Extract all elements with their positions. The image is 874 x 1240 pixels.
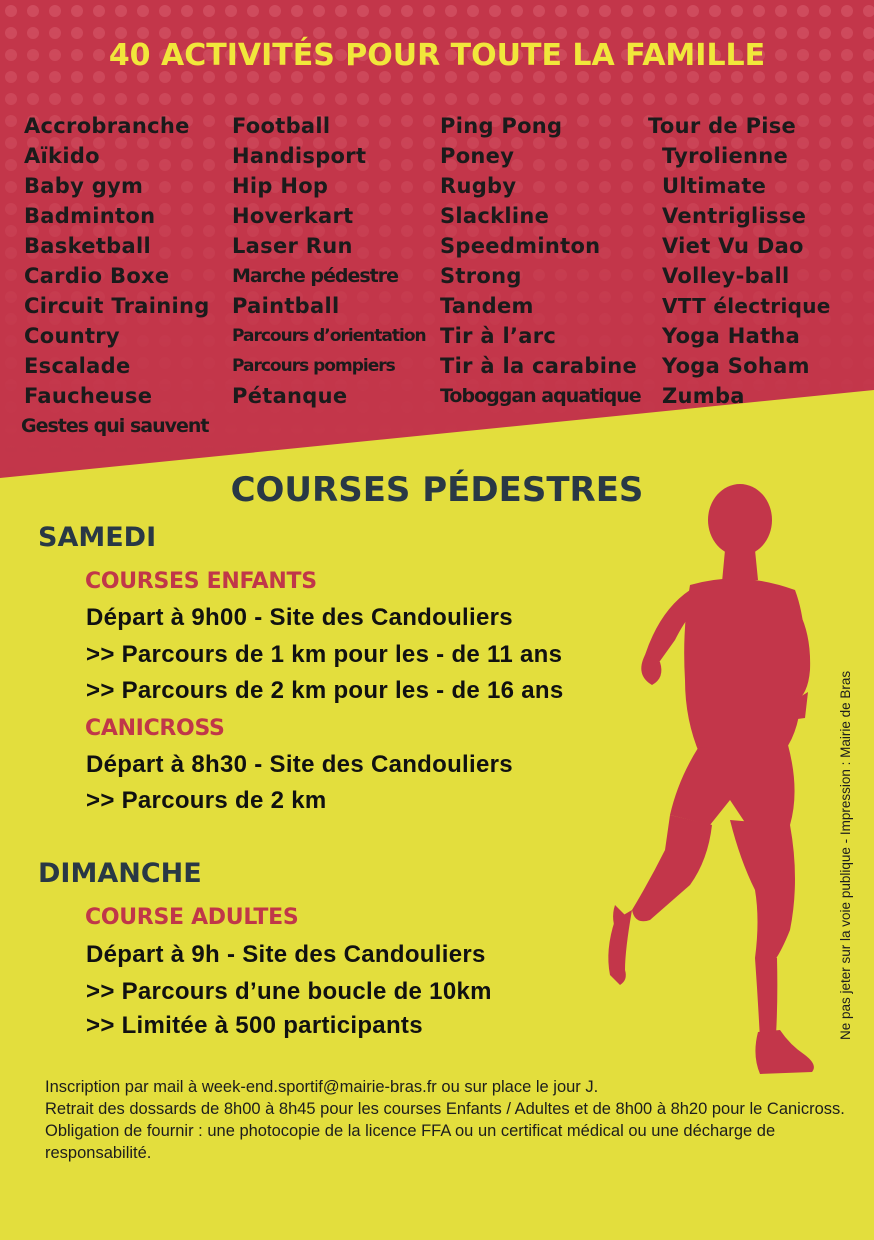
- activity-item: Football: [232, 114, 331, 138]
- activities-list: [0, 0, 874, 460]
- activity-item: Circuit Training: [24, 294, 210, 318]
- activity-item: Baby gym: [24, 174, 144, 198]
- activity-item: Basketball: [24, 234, 151, 258]
- day-label-samedi: SAMEDI: [38, 522, 157, 553]
- activity-item: Country: [24, 324, 120, 348]
- registration-info: [45, 1076, 845, 1164]
- course-line: Départ à 8h30 - Site des Candouliers: [86, 751, 513, 778]
- activity-item: Laser Run: [232, 234, 353, 258]
- activity-item: Badminton: [24, 204, 156, 228]
- course-line: Départ à 9h - Site des Candouliers: [86, 941, 486, 968]
- activity-item: Paintball: [232, 294, 340, 318]
- activity-item: Yoga Soham: [662, 354, 810, 378]
- activity-item: Strong: [440, 264, 522, 288]
- activity-item: Tir à l’arc: [440, 324, 557, 348]
- activity-item: Cardio Boxe: [24, 264, 170, 288]
- print-note: Ne pas jeter sur la voie publique - Impression : Mairie de Bras: [838, 670, 853, 1040]
- activity-item: Slackline: [440, 204, 550, 228]
- info-bib-pickup: Retrait des dossards de 8h00 à 8h45 pour les courses Enfants / Adultes et de 8h00 à 8h20 pour le Canicross.: [45, 1100, 845, 1118]
- activity-item: Hip Hop: [232, 174, 329, 198]
- course-line: >> Parcours de 2 km: [86, 787, 327, 814]
- day-label-dimanche: DIMANCHE: [38, 858, 202, 889]
- activity-item: Faucheuse: [24, 384, 153, 408]
- activities-column-1: [21, 111, 210, 441]
- activity-item: Ping Pong: [440, 114, 563, 138]
- course-line: >> Limitée à 500 participants: [86, 1012, 423, 1039]
- course-title-adultes: COURSE ADULTES: [85, 905, 299, 930]
- activity-item: Accrobranche: [24, 114, 190, 138]
- activity-item: Parcours pompiers: [232, 356, 395, 376]
- activity-item: Zumba: [662, 384, 745, 408]
- course-title-canicross: CANICROSS: [85, 716, 225, 741]
- activity-item: VTT électrique: [662, 294, 831, 318]
- activity-item: Tir à la carabine: [440, 354, 638, 378]
- activity-item: Escalade: [24, 354, 131, 378]
- course-line: >> Parcours d’une boucle de 10km: [86, 978, 492, 1005]
- info-requirements: Obligation de fournir : une photocopie de la licence FFA ou un certificat médical ou une décharge de responsabilité.: [45, 1122, 776, 1162]
- activity-item: Poney: [440, 144, 515, 168]
- activity-item: Gestes qui sauvent: [21, 415, 209, 437]
- activity-item: Handisport: [232, 144, 367, 168]
- activity-item: Aïkido: [24, 144, 100, 168]
- course-line: >> Parcours de 2 km pour les - de 16 ans: [86, 677, 564, 704]
- activity-item: Yoga Hatha: [662, 324, 801, 348]
- info-registration: Inscription par mail à week-end.sportif@mairie-bras.fr ou sur place le jour J.: [45, 1078, 599, 1096]
- activity-item: Viet Vu Dao: [662, 234, 804, 258]
- activity-item: Tyrolienne: [662, 144, 789, 168]
- activity-item: Hoverkart: [232, 204, 354, 228]
- page-title: 40 ACTIVITÉS POUR TOUTE LA FAMILLE: [108, 38, 766, 73]
- activity-item: Rugby: [440, 174, 517, 198]
- activity-item: Tandem: [440, 294, 534, 318]
- section-title: COURSES PÉDESTRES: [230, 470, 644, 510]
- activities-column-3: [440, 111, 641, 411]
- activity-item: Pétanque: [232, 384, 348, 408]
- activity-item: Marche pédestre: [232, 265, 399, 287]
- activity-item: Tour de Pise: [648, 114, 797, 138]
- activity-item: Speedminton: [440, 234, 601, 258]
- activity-item: Ultimate: [662, 174, 767, 198]
- course-line: Départ à 9h00 - Site des Candouliers: [86, 604, 513, 631]
- activities-column-4: [648, 111, 831, 411]
- course-line: >> Parcours de 1 km pour les - de 11 ans: [86, 641, 563, 668]
- activity-item: Ventriglisse: [662, 204, 807, 228]
- runner-silhouette: [590, 480, 820, 1100]
- activities-column-2: [232, 111, 426, 411]
- course-title-enfants: COURSES ENFANTS: [85, 569, 317, 594]
- activity-item: Volley-ball: [662, 264, 790, 288]
- activity-item: Parcours d’orientation: [232, 326, 426, 346]
- activity-item: Toboggan aquatique: [440, 385, 641, 407]
